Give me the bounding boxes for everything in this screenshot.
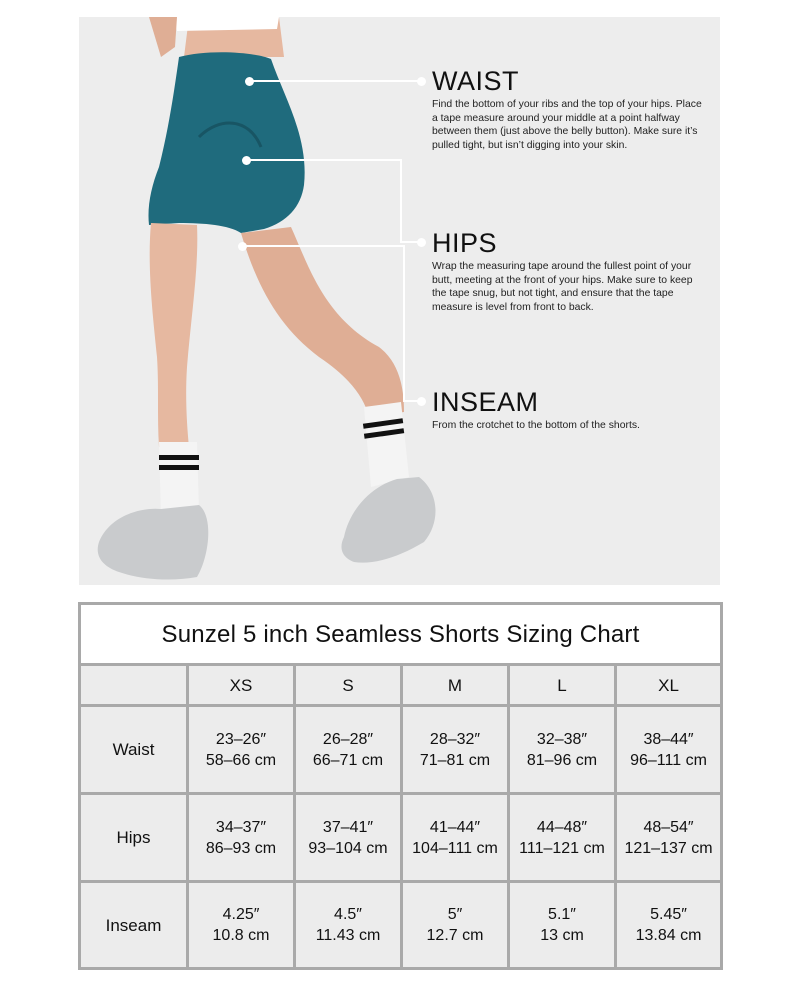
waist-cell-m [402, 706, 509, 794]
hips-guide-line [246, 159, 401, 161]
hips-m-cm: 104–111 cm [412, 839, 498, 857]
hips-s-inch: 37–41″ [322, 818, 374, 836]
hips-cell-s [295, 794, 402, 882]
inseam-xl-inch: 5.45″ [650, 906, 687, 923]
hips-m-inch: 41–44″ [429, 818, 481, 836]
inseam-xs-cm: 10.8 cm [212, 927, 270, 944]
right-sock [364, 402, 409, 487]
hips-l-inch: 44–48″ [536, 818, 588, 836]
right-shoe [341, 477, 435, 563]
hips-xs-inch: 34–37″ [215, 818, 267, 836]
hips-instructions [432, 228, 702, 314]
waist-xl-inch: 38–44″ [643, 730, 694, 748]
waist-cell-l [509, 706, 616, 794]
waist-instructions [432, 66, 702, 152]
size-header-m: M [402, 665, 509, 706]
left-shoe [98, 505, 209, 579]
hips-xl-cm: 121–137 cm [624, 839, 713, 857]
inseam-s-inch: 4.5″ [334, 906, 362, 923]
waist-cell-s [295, 706, 402, 794]
inseam-description: From the crotchet to the bottom of the shorts. [432, 420, 640, 431]
hips-cell-xl [616, 794, 722, 882]
waist-l-inch: 32–38″ [536, 730, 588, 748]
inseam-s-cm: 11.43 cm [315, 927, 381, 944]
inseam-instructions [432, 387, 702, 433]
inseam-l-cm: 13 cm [540, 927, 584, 944]
hips-label-dot [417, 238, 426, 247]
hips-cell-m [402, 794, 509, 882]
inseam-row [80, 882, 722, 969]
left-sock-stripe-1 [159, 455, 199, 460]
crop-top [174, 17, 279, 31]
size-header-l: L [509, 665, 616, 706]
model-arm [149, 17, 177, 57]
corner-cell [80, 665, 188, 706]
hips-guide-dot [242, 156, 251, 165]
inseam-l-inch: 5.1″ [548, 906, 576, 923]
right-leg [241, 227, 404, 417]
hips-title: HIPS [432, 228, 498, 258]
inseam-xs-inch: 4.25″ [222, 906, 260, 923]
waist-description: Find the bottom of your ribs and the top of your hips. Place a tape measure around your middle at a point halfway between them (just above the belly button). Make sure it’s pulled tight, but isn’t digging into your skin. [432, 99, 702, 151]
inseam-m-cm: 12.7 cm [426, 927, 484, 944]
waist-label-dot [417, 77, 426, 86]
waist-l-cm: 81–96 cm [526, 751, 598, 769]
hips-guide-vline [400, 159, 402, 242]
size-header-s: S [295, 665, 402, 706]
inseam-cell-xs [188, 882, 295, 969]
inseam-cell-l [509, 882, 616, 969]
inseam-title: INSEAM [432, 387, 539, 417]
hips-cell-xs [188, 794, 295, 882]
waist-m-inch: 28–32″ [429, 730, 481, 748]
hips-description: Wrap the measuring tape around the fullest point of your butt, meeting at the front of your hips. Make sure to keep the tape snug, but not tight, and ensure that the tape measure is level from front to back. [432, 261, 693, 313]
inseam-guide-vline [403, 245, 405, 401]
size-header-row [80, 665, 722, 706]
hips-xs-cm: 86–93 cm [205, 839, 277, 857]
size-chart-title: Sunzel 5 inch Seamless Shorts Sizing Chart [80, 604, 722, 665]
row-label-waist: Waist [80, 706, 188, 794]
waist-m-cm: 71–81 cm [419, 751, 491, 769]
inseam-label-dot [417, 397, 426, 406]
inseam-xl-cm: 13.84 cm [635, 927, 702, 944]
inseam-guide-line [242, 245, 404, 247]
hips-cell-l [509, 794, 616, 882]
left-sock-stripe-2 [159, 465, 199, 470]
waist-xs-inch: 23–26″ [215, 730, 267, 748]
measurement-guide-panel [79, 17, 720, 585]
waist-xl-cm: 96–111 cm [630, 751, 707, 769]
waist-row [80, 706, 722, 794]
waist-cell-xs [188, 706, 295, 794]
hips-row [80, 794, 722, 882]
size-header-xl: XL [616, 665, 722, 706]
waist-s-inch: 26–28″ [322, 730, 374, 748]
inseam-guide-dot [238, 242, 247, 251]
hips-xl-inch: 48–54″ [643, 818, 694, 836]
waist-cell-xl [616, 706, 722, 794]
left-leg [150, 223, 198, 447]
hips-s-cm: 93–104 cm [308, 839, 388, 857]
inseam-cell-xl [616, 882, 722, 969]
row-label-inseam: Inseam [80, 882, 188, 969]
waist-xs-cm: 58–66 cm [205, 751, 277, 769]
waist-s-cm: 66–71 cm [312, 751, 384, 769]
waist-guide-dot [245, 77, 254, 86]
inseam-cell-s [295, 882, 402, 969]
inseam-cell-m [402, 882, 509, 969]
hips-l-cm: 111–121 cm [519, 839, 605, 857]
size-header-xs: XS [188, 665, 295, 706]
size-chart-table [78, 602, 723, 970]
inseam-m-inch: 5″ [447, 906, 463, 923]
row-label-hips: Hips [80, 794, 188, 882]
waist-guide-line [249, 80, 419, 82]
waist-title: WAIST [432, 66, 519, 96]
